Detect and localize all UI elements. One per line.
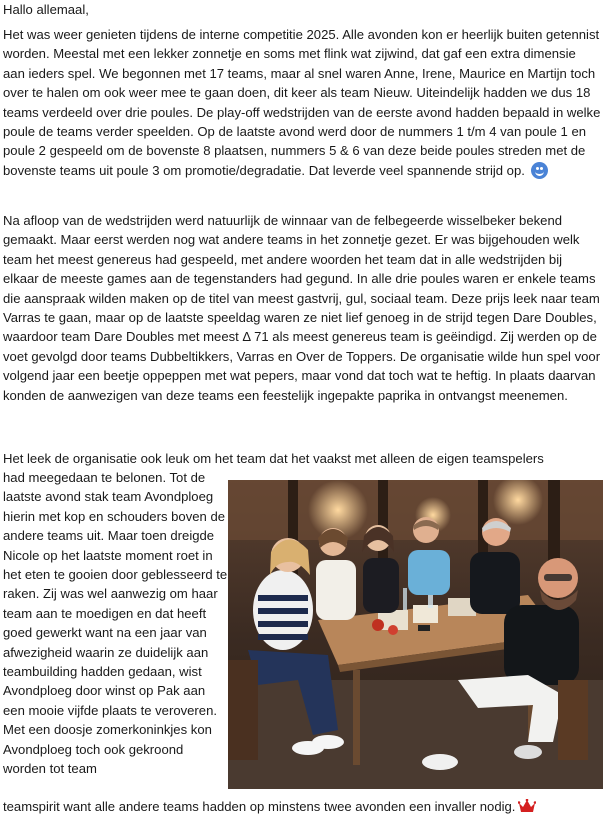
paragraph-teamspirit-wrapped: had meegedaan te belonen. Tot de laatste avond stak team Avondploeg hierin met kop en schouders boven de andere teams uit. Maar toen dreigde Nicole op het laatste moment roet in het eten te gooien door geblesseerd te raken. Zij was wel aanwezig om haar team aan te moedigen en dat heeft goed gewerkt want na een jaar van afwezigheid waarin ze duidelijk aan teambuilding hadden gedaan, wist Avondploeg door winst op Pak aan een mooie vijfde plaats te veroveren. Met een doosje zomerkoninkjes kon Avondploeg toch ook gekroond worden tot team <box>3 470 228 777</box>
paragraph-competition-text: Het was weer genieten tijdens de interne competitie 2025. Alle avonden kon er heerlijk buiten getennist worden. Meestal met een lekker zonnetje en soms met flink wat zijwind, dat gaf een extra dimensie aan ieders spel. We begonnen met 17 teams, maar al snel waren Anne, Irene, Maurice en Martijn toch over te halen om ook weer mee te gaan doen, dit keer als team Nieuw. Uiteindelijk hadden we dus 18 teams verdeeld over drie poules. De play-off wedstrijden van de eerste avond hadden bepaald in welke poule de teams verder speelden. Op de laatste avond werd door de nummers 1 t/m 4 van poule 1 en poule 2 gespeeld om de bovenste 8 plaatsen, nummers 5 & 6 van deze beide poules streden met de bovenste teams uit poule 3 om promotie/degradatie. Dat leverde veel spannende strijd op. <box>3 27 601 178</box>
greeting: Hallo allemaal, <box>3 2 89 17</box>
paragraph-generous-team: Na afloop van de wedstrijden werd natuurlijk de winnaar van de felbegeerde wisselbeker bekend gemaakt. Maar eerst werden nog wat andere teams in het zonnetje gezet. Er was bijgehouden welk team het meest genereus had gespeeld, met andere woorden het team dat in alle wedstrijden bij elkaar de meeste games aan de tegenstanders had gegund. In alle drie poules waren er enkele teams die aanspraak wilden maken op de titel van meest gastvrij, gul, sociaal team. Deze prijs leek naar team Varras te gaan, maar op de laatste speeldag waren ze niet lief genoeg in de strijd tegen Dare Doubles, waardoor team Dare Doubles met meest Δ 71 als meest genereus team is geëindigd. Zij werden op de voet gevolgd door teams Dubbeltikkers, Varras en Over de Toppers. De organisatie wilde hun spel voor volgend jaar een beetje oppeppen met wat pepers, maar vond dat toch wat te heftig. In plaats daarvan konden de aanwezigen van deze teams een feestelijk ingepakte paprika in ontvangst meenemen. <box>3 213 601 403</box>
paragraph-competition <box>3 25 601 180</box>
paragraph-teamspirit-last-line <box>3 797 603 816</box>
paragraph-teamspirit-last-text: teamspirit want alle andere teams hadden op minstens twee avonden een invaller nodig. <box>3 799 516 814</box>
team-photo <box>228 480 603 789</box>
smiling-face-icon <box>531 162 548 179</box>
team-photo-illustration <box>228 480 603 789</box>
crown-icon <box>518 799 536 813</box>
paragraph-teamspirit-intro: Het leek de organisatie ook leuk om het team dat het vaakst met alleen de eigen teamspelers <box>3 451 544 466</box>
